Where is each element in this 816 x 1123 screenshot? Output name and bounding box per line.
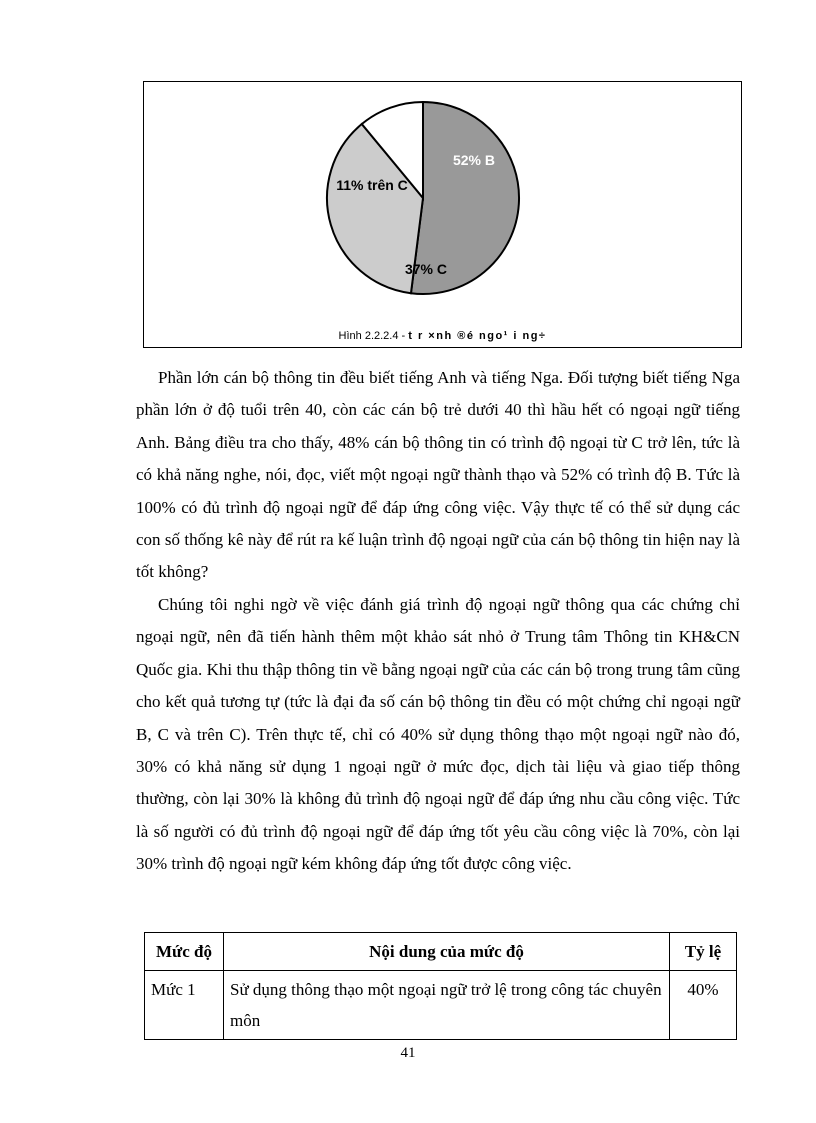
table-header-row: [145, 933, 737, 971]
caption-title: t r ×nh ®é ngo¹ i ng÷: [408, 330, 547, 342]
figure-box: [143, 81, 742, 348]
paragraph-1: Phần lớn cán bộ thông tin đều biết tiếng Anh và tiếng Nga. Đối tượng biết tiếng Nga phần lớn ở độ tuổi trên 40, còn các cán bộ trẻ dưới 40 thì hầu hết có ngoại ngữ tiếng Anh. Bảng điều tra cho thấy, 48% cán bộ thông tin có trình độ ngoại từ C trở lên, tức là có khả năng nghe, nói, đọc, viết một ngoại ngữ thành thạo và 52% có trình độ B. Tức là 100% có đủ trình độ ngoại ngữ để đáp ứng công việc. Vậy thực tế có thể sử dụng các con số thống kê này để rút ra kế luận trình độ ngoại ngữ của cán bộ thông tin hiện nay là tốt không?: [136, 368, 740, 582]
header-level: Mức độ: [145, 933, 224, 971]
caption-prefix: Hình 2.2.2.4 -: [338, 330, 409, 342]
paragraph-2: Chúng tôi nghi ngờ về việc đánh giá trình độ ngoại ngữ thông qua các chứng chỉ ngoại ngữ, nên đã tiến hành thêm một khảo sát nhỏ ở Trung tâm Thông tin KH&CN Quốc gia. Khi thu thập thông tin về bằng ngoại ngữ của các cán bộ trong trung tâm cũng cho kết quả tương tự (tức là đại đa số cán bộ thông tin đều có một chứng chỉ ngoại ngữ B, C và trên C). Trên thực tế, chỉ có 40% sử dụng thông thạo một ngoại ngữ nào đó, 30% có khả năng sử dụng 1 ngoại ngữ ở mức đọc, dịch tài liệu và giao tiếp thông thường, còn lại 30% là không đủ trình độ ngoại ngữ để đáp ứng nhu cầu công việc. Tức là số người có đủ trình độ ngoại ngữ để đáp ứng tốt yêu cầu công việc là 70%, còn lại 30% trình độ ngoại ngữ kém không đáp ứng tốt được công việc.: [136, 595, 740, 874]
pie-chart: [144, 82, 743, 349]
row-level: Mức 1: [145, 971, 224, 1040]
header-content: Nội dung của mức độ: [224, 933, 670, 971]
pie-label-3: 11% trên C: [336, 177, 408, 193]
table-row: [145, 971, 737, 1040]
row-rate: 40%: [670, 971, 737, 1040]
figure-caption: [144, 330, 741, 342]
pie-label-2: 37% C: [404, 261, 448, 277]
pie-label-1: 52% B: [452, 152, 496, 168]
row-content: Sử dụng thông thạo một ngoại ngữ trở lệ trong công tác chuyên môn: [224, 971, 670, 1040]
page-number: 41: [400, 1045, 416, 1061]
header-rate: Tỷ lệ: [670, 933, 737, 971]
levels-table: [144, 932, 737, 1040]
